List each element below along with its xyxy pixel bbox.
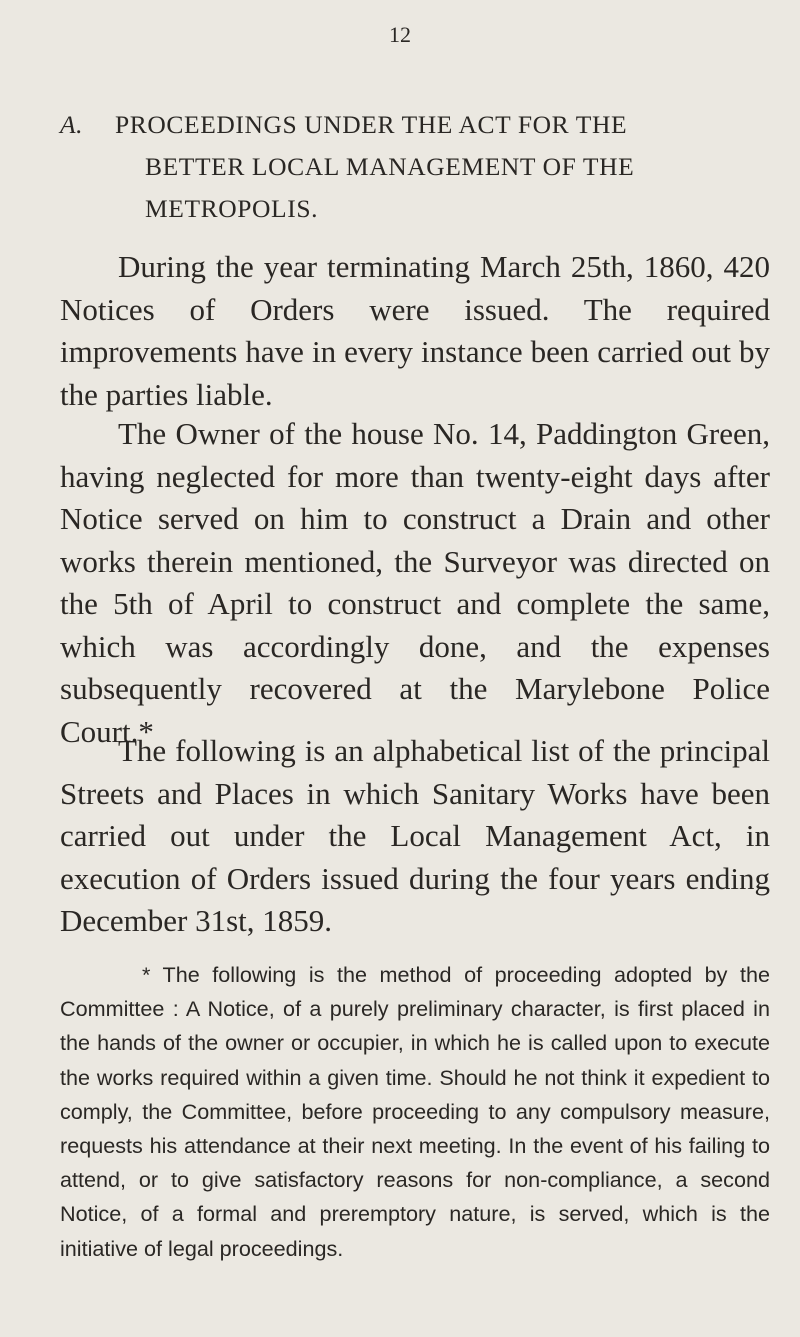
heading-line-3: METROPOLIS. bbox=[145, 194, 319, 223]
page-number: 12 bbox=[389, 22, 411, 47]
heading-line-1: PROCEEDINGS UNDER THE ACT FOR THE bbox=[115, 110, 628, 139]
footnote: * The following is the method of proceeding adopted by the Committee : A Notice, of a purely preliminary character, is first placed in the hands of the owner or occupier, in which he is called upon to execute the works required within a given time. Should he not think it expedient to comply, the Committee, before proceeding to any compulsory measure, requests his attendance at their next meeting. In the event of his failing to attend, or to give satisfactory reasons for non-compliance, a second Notice, of a formal and preremptory nature, is served, which is the initiative of legal proceedings. bbox=[60, 962, 770, 1261]
paragraph-paddington-green: The Owner of the house No. 14, Paddington Green, having neglected for more than twenty-eight days after Notice served on him to construct a Drain and other works therein mentioned, the Surveyor was directed on the 5th of April to construct and complete the same, which was accordingly done, and the expenses subsequently recovered at the Marylebone Police Court.* bbox=[60, 416, 770, 749]
heading-line-2: BETTER LOCAL MANAGEMENT OF THE bbox=[145, 152, 635, 181]
paragraph-alphabetical-list: The following is an alphabetical list of the principal Streets and Places in which Sanitary Works have been carried out under the Local Management Act, in execution of Orders issued during the four years ending December 31st, 1859. bbox=[60, 733, 770, 938]
section-marker: A. bbox=[60, 110, 84, 139]
paragraph-notices-issued: During the year terminating March 25th, 1860, 420 Notices of Orders were issued. The required improvements have in every instance been carried out by the parties liable. bbox=[60, 249, 770, 412]
section-heading bbox=[60, 104, 770, 230]
